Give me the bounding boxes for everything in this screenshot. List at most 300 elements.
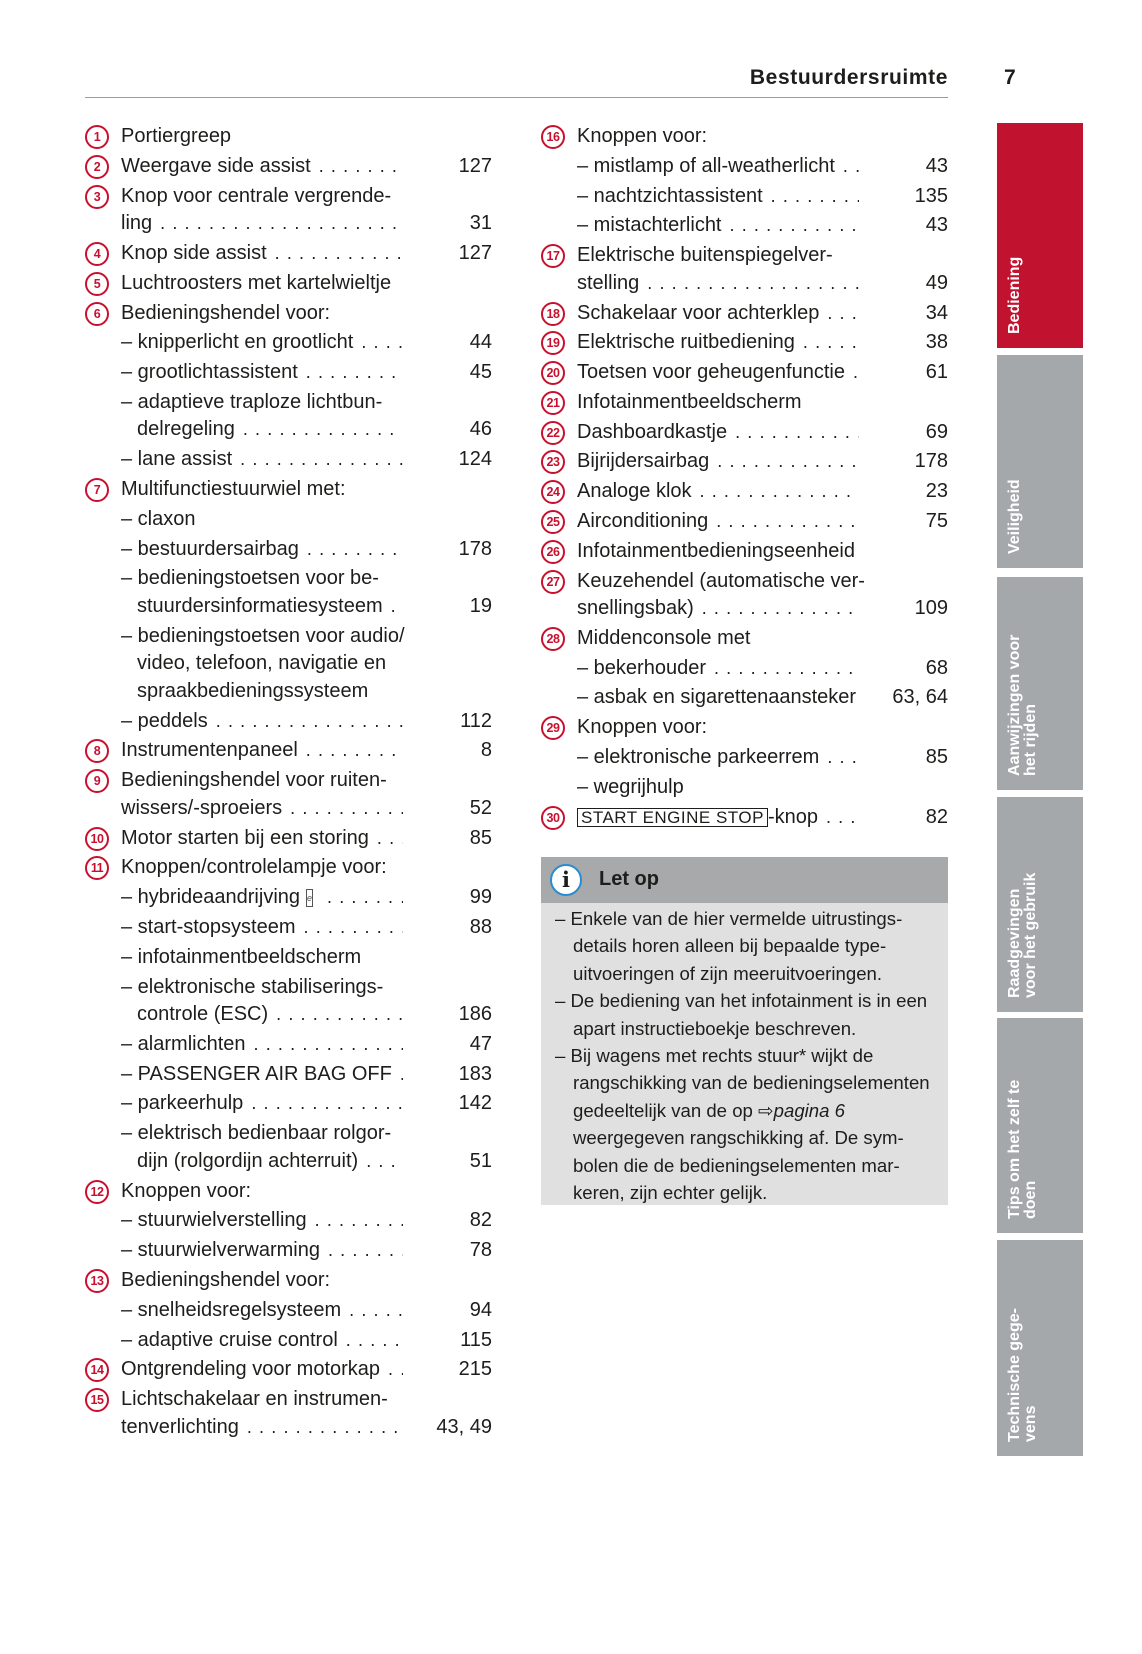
page-reference[interactable]: 44 bbox=[469, 331, 492, 354]
note-text: – Bij wagens met rechts stuur* wijkt de rangschikking van de bedieningselementen gedeeltelijk van de op bbox=[555, 1045, 930, 1121]
item-line bbox=[577, 270, 859, 298]
item-line bbox=[577, 538, 859, 566]
legend-item bbox=[85, 1178, 492, 1206]
item-text bbox=[121, 1090, 403, 1118]
item-text bbox=[121, 270, 403, 298]
page-reference[interactable]: 183 bbox=[458, 1062, 492, 1085]
item-text bbox=[577, 448, 859, 476]
legend-item bbox=[541, 625, 948, 653]
item-text bbox=[121, 623, 403, 706]
item-label: Knoppen voor: bbox=[577, 716, 708, 739]
item-label: – stuurwielverwarming bbox=[121, 1239, 320, 1262]
item-label: Elektrische buitenspiegelver- bbox=[577, 244, 833, 267]
legend-subitem bbox=[85, 914, 492, 942]
callout-number-icon: 2 bbox=[85, 155, 109, 179]
dot-leader bbox=[383, 593, 403, 621]
item-line bbox=[121, 795, 403, 823]
item-text bbox=[121, 300, 403, 328]
item-label: spraakbedieningssysteem bbox=[137, 679, 369, 702]
item-label: – bekerhouder bbox=[577, 656, 706, 679]
item-label: – nachtzichtassistent bbox=[577, 184, 763, 207]
dot-leader bbox=[763, 183, 859, 211]
item-line bbox=[121, 1120, 403, 1148]
item-label: Luchtroosters met kartelwieltje bbox=[121, 271, 392, 294]
item-line bbox=[121, 1297, 403, 1325]
legend-subitem bbox=[541, 153, 948, 181]
callout-number-icon: 7 bbox=[85, 478, 109, 502]
tab-label-line: voor het gebruik bbox=[1022, 872, 1039, 998]
legend-item bbox=[541, 359, 948, 387]
dot-leader bbox=[298, 359, 403, 387]
page-reference[interactable]: 68 bbox=[925, 656, 948, 679]
item-label: Bijrijdersairbag bbox=[577, 450, 710, 473]
item-line bbox=[121, 623, 403, 651]
page-reference[interactable]: 43 bbox=[925, 154, 948, 177]
item-text bbox=[121, 854, 403, 882]
legend-item bbox=[85, 240, 492, 268]
item-line bbox=[121, 300, 403, 328]
callout-number-icon: 22 bbox=[541, 421, 565, 445]
dot-leader bbox=[239, 1414, 403, 1442]
item-text bbox=[121, 123, 403, 151]
item-line bbox=[121, 708, 403, 736]
item-text bbox=[577, 153, 859, 181]
item-line bbox=[121, 1267, 403, 1295]
callout-number-icon: 12 bbox=[85, 1180, 109, 1204]
callout-number-icon: 5 bbox=[85, 272, 109, 296]
item-label: – PASSENGER AIR BAG OFF bbox=[121, 1062, 392, 1085]
item-text bbox=[577, 774, 859, 802]
legend-item bbox=[541, 568, 948, 623]
page-reference[interactable]: 19 bbox=[469, 594, 492, 617]
page-reference[interactable]: 63, 64 bbox=[892, 686, 948, 709]
item-text bbox=[577, 419, 859, 447]
page-reference[interactable]: 215 bbox=[458, 1358, 492, 1381]
page-reference[interactable]: 82 bbox=[469, 1209, 492, 1232]
item-text bbox=[577, 625, 859, 653]
item-label: – wegrijhulp bbox=[577, 775, 684, 798]
item-text bbox=[121, 446, 403, 474]
page-reference[interactable]: 78 bbox=[469, 1239, 492, 1262]
callout-number-icon: 6 bbox=[85, 302, 109, 326]
legend-item bbox=[541, 329, 948, 357]
dot-leader bbox=[380, 1356, 403, 1384]
page-reference[interactable]: 69 bbox=[925, 420, 948, 443]
item-line bbox=[577, 655, 859, 683]
dot-leader bbox=[341, 1297, 403, 1325]
item-line bbox=[121, 210, 403, 238]
item-label: – asbak en sigarettenaansteker bbox=[577, 686, 857, 709]
item-label: -knop bbox=[767, 805, 818, 828]
hybrid-drive-icon: e bbox=[306, 889, 313, 907]
item-label: – claxon bbox=[121, 507, 196, 530]
item-line bbox=[121, 1327, 403, 1355]
legend-item bbox=[85, 153, 492, 181]
section-title: Bestuurdersruimte bbox=[749, 66, 948, 89]
legend-item bbox=[85, 737, 492, 765]
item-label: Airconditioning bbox=[577, 509, 709, 532]
item-line bbox=[121, 1090, 403, 1118]
item-line bbox=[121, 884, 403, 912]
legend-subitem bbox=[541, 744, 948, 772]
legend-subitem bbox=[85, 1061, 492, 1089]
legend-item bbox=[541, 419, 948, 447]
item-text bbox=[577, 744, 859, 772]
page-reference[interactable]: 115 bbox=[460, 1328, 492, 1351]
item-label: – adaptive cruise control bbox=[121, 1328, 338, 1351]
item-text bbox=[577, 212, 859, 240]
item-text bbox=[121, 1061, 403, 1089]
item-label: Infotainmentbeeldscherm bbox=[577, 390, 802, 413]
callout-number-icon: 23 bbox=[541, 450, 565, 474]
item-line bbox=[577, 478, 859, 506]
item-line bbox=[121, 416, 403, 444]
page-reference[interactable]: 46 bbox=[469, 418, 492, 441]
note-header bbox=[541, 857, 948, 903]
item-text bbox=[121, 536, 403, 564]
tab-label-line: Bediening bbox=[1006, 256, 1023, 334]
item-line bbox=[577, 329, 859, 357]
legend-list-right bbox=[541, 123, 948, 831]
header-rule bbox=[85, 97, 948, 98]
item-label: wissers/-sproeiers bbox=[121, 796, 283, 819]
item-text bbox=[121, 825, 403, 853]
callout-number-icon: 13 bbox=[85, 1269, 109, 1293]
chapter-tab[interactable] bbox=[997, 1018, 1083, 1233]
item-text bbox=[121, 1237, 403, 1265]
page-reference[interactable]: 61 bbox=[925, 361, 948, 384]
page-reference[interactable]: 135 bbox=[914, 184, 948, 207]
tab-label-line: het rijden bbox=[1022, 703, 1039, 776]
item-line bbox=[121, 446, 403, 474]
item-line bbox=[577, 774, 859, 802]
dot-leader bbox=[267, 240, 403, 268]
item-line bbox=[121, 650, 403, 678]
item-line bbox=[121, 240, 403, 268]
item-label: Ontgrendeling voor motorkap bbox=[121, 1358, 381, 1381]
page-number: 7 bbox=[1004, 66, 1016, 89]
item-line bbox=[577, 153, 859, 181]
item-line bbox=[121, 359, 403, 387]
item-line bbox=[577, 359, 859, 387]
item-label: – elektrisch bedienbaar rolgor- bbox=[121, 1122, 392, 1145]
chapter-tab[interactable] bbox=[997, 577, 1083, 790]
item-text bbox=[577, 389, 859, 417]
item-text bbox=[121, 240, 403, 268]
legend-subitem bbox=[541, 183, 948, 211]
page-reference[interactable]: 45 bbox=[469, 361, 492, 384]
tab-label-line: vens bbox=[1022, 1405, 1039, 1442]
tab-label-line: Veiligheid bbox=[1006, 479, 1023, 554]
item-label: Analoge klok bbox=[577, 480, 692, 503]
callout-number-icon: 30 bbox=[541, 806, 565, 830]
dot-leader bbox=[692, 478, 859, 506]
item-text bbox=[121, 1356, 403, 1384]
dot-leader bbox=[708, 508, 859, 536]
item-text bbox=[577, 300, 859, 328]
item-text bbox=[121, 1386, 403, 1441]
item-label: – snelheidsregelsysteem bbox=[121, 1298, 342, 1321]
item-label: – stuurwielverstelling bbox=[121, 1209, 307, 1232]
item-label: video, telefoon, navigatie en bbox=[137, 652, 387, 675]
callout-number-icon: 11 bbox=[85, 856, 109, 880]
page-reference[interactable]: 127 bbox=[458, 154, 492, 177]
item-label: Infotainmentbedieningseenheid bbox=[577, 539, 855, 562]
page-reference[interactable]: 85 bbox=[925, 746, 948, 769]
legend-subitem bbox=[85, 623, 492, 706]
callout-number-icon: 4 bbox=[85, 242, 109, 266]
dot-leader bbox=[320, 1237, 403, 1265]
callout-number-icon: 8 bbox=[85, 739, 109, 763]
legend-subitem bbox=[85, 446, 492, 474]
callout-number-icon: 18 bbox=[541, 302, 565, 326]
page-reference[interactable]: 43 bbox=[925, 214, 948, 237]
item-label: Knoppen voor: bbox=[577, 125, 708, 147]
info-icon: i bbox=[550, 864, 582, 896]
page-reference[interactable]: 75 bbox=[925, 509, 948, 532]
item-label: – bedieningstoetsen voor be- bbox=[121, 567, 379, 590]
item-text bbox=[121, 1297, 403, 1325]
tab-label-line: Aanwijzingen voor bbox=[1006, 634, 1023, 776]
item-text bbox=[121, 183, 403, 238]
dot-leader bbox=[818, 804, 859, 832]
note-bullet bbox=[555, 905, 934, 987]
item-line bbox=[121, 1061, 403, 1089]
legend-item bbox=[541, 300, 948, 328]
callout-number-icon: 19 bbox=[541, 331, 565, 355]
item-line bbox=[577, 568, 865, 596]
page-reference[interactable]: 109 bbox=[914, 597, 948, 620]
page-reference[interactable]: 94 bbox=[469, 1298, 492, 1321]
callout-number-icon: 28 bbox=[541, 627, 565, 651]
legend-item bbox=[85, 767, 492, 822]
callout-number-icon: 3 bbox=[85, 185, 109, 209]
callout-number-icon: 29 bbox=[541, 716, 565, 740]
item-line bbox=[121, 1237, 403, 1265]
item-line bbox=[121, 389, 403, 417]
item-label: – bestuurdersairbag bbox=[121, 537, 299, 560]
item-text bbox=[577, 538, 859, 566]
item-label: – alarmlichten bbox=[121, 1032, 246, 1055]
item-label: snellingsbak) bbox=[577, 597, 694, 620]
chapter-tab[interactable] bbox=[997, 123, 1083, 348]
arrow-right-icon: ⇨ bbox=[758, 1099, 774, 1121]
chapter-tab-label bbox=[1007, 355, 1023, 554]
item-text bbox=[577, 804, 859, 832]
page-reference[interactable]: 38 bbox=[925, 331, 948, 354]
page-reference[interactable]: 178 bbox=[458, 537, 492, 560]
page-reference[interactable]: 99 bbox=[469, 886, 492, 909]
page-reference[interactable]: 82 bbox=[925, 805, 948, 828]
item-text bbox=[121, 476, 403, 504]
item-label: Knop voor centrale vergrende- bbox=[121, 184, 392, 207]
item-label: Schakelaar voor achterklep bbox=[577, 301, 820, 324]
page-reference[interactable]: 88 bbox=[469, 915, 492, 938]
legend-item bbox=[541, 538, 948, 566]
page-reference[interactable]: 51 bbox=[469, 1149, 492, 1172]
page-reference[interactable]: 178 bbox=[914, 450, 948, 473]
item-line bbox=[577, 448, 859, 476]
item-line bbox=[121, 1386, 403, 1414]
item-label: Dashboardkastje bbox=[577, 420, 728, 443]
legend-subitem bbox=[541, 684, 948, 712]
item-label: – bedieningstoetsen voor audio/ bbox=[121, 624, 405, 647]
legend-subitem bbox=[85, 1207, 492, 1235]
tab-label-line: doen bbox=[1022, 1180, 1039, 1219]
chapter-tab[interactable] bbox=[997, 355, 1083, 568]
callout-number-icon: 24 bbox=[541, 480, 565, 504]
legend-subitem bbox=[85, 359, 492, 387]
dot-leader bbox=[311, 153, 403, 181]
page-reference[interactable]: 186 bbox=[458, 1003, 492, 1026]
page-reference[interactable]: 112 bbox=[460, 709, 492, 732]
page-reference[interactable]: 49 bbox=[925, 271, 948, 294]
legend-subitem bbox=[85, 1297, 492, 1325]
callout-number-icon: 10 bbox=[85, 827, 109, 851]
legend-item bbox=[85, 300, 492, 328]
item-line bbox=[121, 123, 403, 151]
item-line bbox=[121, 854, 403, 882]
item-label: – peddels bbox=[121, 709, 208, 732]
legend-subitem bbox=[541, 655, 948, 683]
tab-label-line: Technische gege- bbox=[1006, 1308, 1023, 1442]
dot-leader bbox=[358, 1148, 403, 1176]
legend-subitem bbox=[85, 1090, 492, 1118]
legend-subitem bbox=[85, 1120, 492, 1175]
item-label: stuurdersinformatiesysteem bbox=[137, 594, 383, 617]
chapter-tab-label bbox=[1007, 798, 1039, 998]
legend-subitem bbox=[85, 708, 492, 736]
page-reference[interactable]: 43, 49 bbox=[436, 1415, 492, 1438]
item-text bbox=[121, 1327, 403, 1355]
item-line bbox=[577, 212, 859, 240]
item-label: Toetsen voor geheugenfunctie bbox=[577, 361, 845, 384]
dot-leader bbox=[392, 1061, 403, 1089]
item-text bbox=[121, 737, 403, 765]
legend-item bbox=[85, 1386, 492, 1441]
item-line bbox=[121, 270, 403, 298]
dot-leader bbox=[299, 536, 403, 564]
legend-subitem bbox=[85, 974, 492, 1029]
page-reference[interactable]: 85 bbox=[469, 826, 492, 849]
item-line bbox=[577, 625, 859, 653]
chapter-tab-label bbox=[1007, 1019, 1039, 1219]
dot-leader bbox=[845, 359, 859, 387]
item-text bbox=[121, 1207, 403, 1235]
item-text bbox=[121, 884, 403, 912]
legend-item bbox=[541, 804, 948, 832]
note-text: – De bediening van het infotainment is in een apart instructieboekje beschreven. bbox=[555, 990, 928, 1039]
note-box bbox=[541, 857, 948, 1205]
item-label: Multifunctiestuurwiel met: bbox=[121, 478, 346, 500]
page-reference[interactable]: 47 bbox=[469, 1032, 492, 1055]
item-label: Lichtschakelaar en instrumen- bbox=[121, 1388, 388, 1411]
dot-leader bbox=[835, 153, 859, 181]
dot-leader bbox=[639, 270, 859, 298]
callout-number-icon: 16 bbox=[541, 125, 565, 149]
item-label: Knoppen voor: bbox=[121, 1179, 252, 1202]
note-text: – Enkele van de hier vermelde uitrustingsdetails horen alleen bij bepaalde typeuitvoeringen of zijn meeruitvoeringen. bbox=[555, 908, 903, 984]
page-reference[interactable]: 52 bbox=[469, 796, 492, 819]
item-line bbox=[121, 914, 403, 942]
page-reference[interactable]: 124 bbox=[458, 448, 492, 471]
item-line bbox=[577, 508, 859, 536]
legend-item bbox=[85, 1267, 492, 1295]
page-link[interactable]: pagina 6 bbox=[773, 1099, 845, 1121]
legend-subitem bbox=[541, 774, 948, 802]
item-text bbox=[121, 153, 403, 181]
item-label: – infotainmentbeeldscherm bbox=[121, 945, 362, 968]
callout-number-icon: 14 bbox=[85, 1358, 109, 1382]
item-line bbox=[121, 767, 403, 795]
item-line bbox=[121, 183, 403, 211]
legend-subitem bbox=[85, 1327, 492, 1355]
item-label: Elektrische ruitbediening bbox=[577, 331, 795, 354]
callout-number-icon: 17 bbox=[541, 244, 565, 268]
item-line bbox=[121, 678, 403, 706]
legend-item bbox=[85, 270, 492, 298]
item-line bbox=[121, 1001, 403, 1029]
item-line bbox=[121, 153, 403, 181]
item-text bbox=[121, 506, 403, 534]
item-label: – adaptieve traploze lichtbun- bbox=[121, 390, 383, 413]
item-label: dijn (rolgordijn achterruit) bbox=[137, 1149, 359, 1172]
chapter-tab[interactable] bbox=[997, 1240, 1083, 1456]
page-reference[interactable]: 127 bbox=[458, 241, 492, 264]
page-reference[interactable]: 142 bbox=[458, 1092, 492, 1115]
item-label: – start-stopsysteem bbox=[121, 915, 296, 938]
legend-subitem bbox=[85, 884, 492, 912]
item-line bbox=[121, 737, 403, 765]
item-label: – mistlamp of all-weatherlicht bbox=[577, 154, 835, 177]
dot-leader bbox=[246, 1031, 403, 1059]
item-label: – hybrideaandrijving bbox=[121, 886, 301, 909]
item-text bbox=[577, 655, 859, 683]
item-line bbox=[577, 183, 859, 211]
item-line bbox=[577, 595, 859, 623]
chapter-tab[interactable] bbox=[997, 797, 1083, 1012]
dot-leader bbox=[268, 1001, 403, 1029]
item-line bbox=[577, 419, 859, 447]
page-reference[interactable]: 8 bbox=[480, 739, 492, 762]
item-label: tenverlichting bbox=[121, 1415, 239, 1438]
item-label: – parkeerhulp bbox=[121, 1092, 244, 1115]
item-label: – elektronische stabiliserings- bbox=[121, 975, 384, 998]
chapter-tab-label bbox=[1007, 577, 1039, 776]
dot-leader bbox=[819, 300, 859, 328]
item-line bbox=[121, 825, 403, 853]
page-reference[interactable]: 34 bbox=[925, 301, 948, 324]
item-text bbox=[121, 565, 403, 620]
legend-subitem bbox=[85, 389, 492, 444]
item-label: Bedieningshendel voor ruiten- bbox=[121, 769, 387, 792]
legend-subitem bbox=[541, 212, 948, 240]
dot-leader bbox=[296, 914, 403, 942]
page-reference[interactable]: 31 bbox=[469, 212, 492, 235]
item-label: Portiergreep bbox=[121, 125, 232, 147]
dot-leader bbox=[282, 795, 403, 823]
dot-leader bbox=[795, 329, 859, 357]
item-line bbox=[121, 476, 403, 504]
item-line bbox=[121, 506, 403, 534]
dot-leader bbox=[232, 446, 403, 474]
item-line bbox=[121, 1207, 403, 1235]
page-reference[interactable]: 23 bbox=[925, 480, 948, 503]
item-text bbox=[577, 329, 859, 357]
item-text bbox=[577, 684, 859, 712]
item-line bbox=[577, 684, 859, 712]
item-line bbox=[121, 593, 403, 621]
